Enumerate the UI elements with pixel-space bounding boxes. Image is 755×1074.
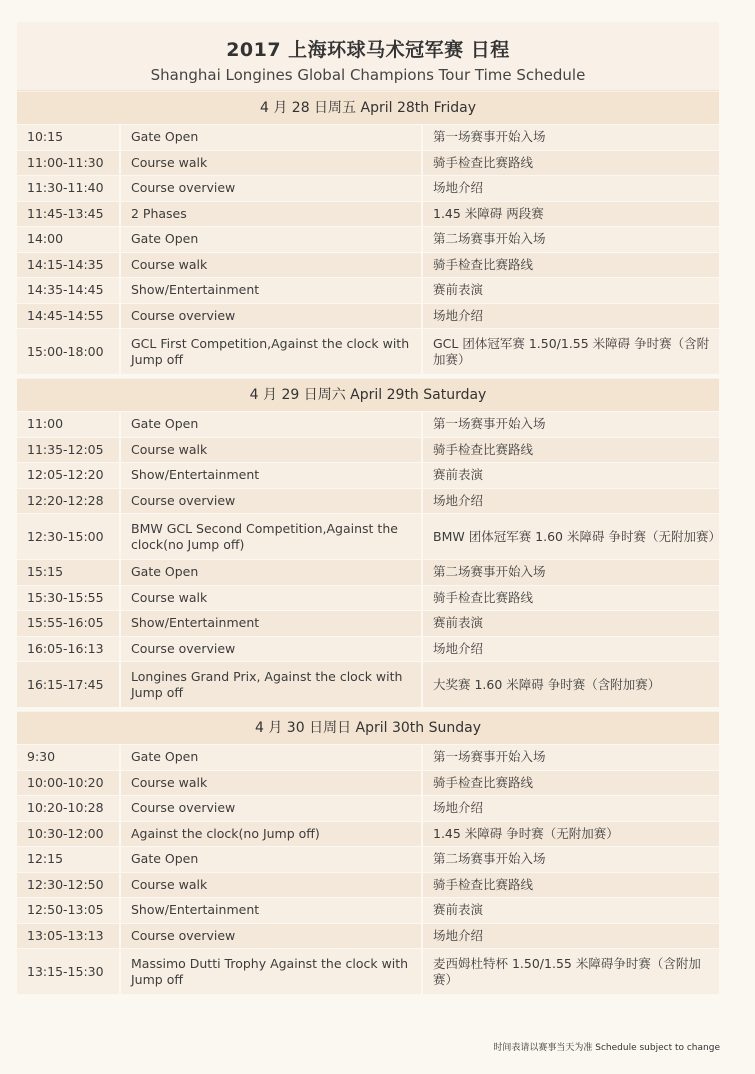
table-row <box>17 437 719 463</box>
time-cell: 11:00-11:30 <box>17 150 120 176</box>
table-row <box>17 329 719 375</box>
time-cell: 16:15-17:45 <box>17 662 120 708</box>
schedule-days <box>17 91 719 994</box>
time-cell: 15:00-18:00 <box>17 329 120 375</box>
time-cell: 14:15-14:35 <box>17 252 120 278</box>
event-cn-cell: 场地介绍 <box>422 636 719 662</box>
event-cn-cell: 大奖赛 1.60 米障碍 争时赛（含附加赛） <box>422 662 719 708</box>
page-title: 2017 上海环球马术冠军赛 日程 <box>226 39 510 61</box>
table-row <box>17 923 719 949</box>
event-cn-cell: 第一场赛事开始入场 <box>422 745 719 771</box>
table-row <box>17 252 719 278</box>
time-cell: 11:35-12:05 <box>17 437 120 463</box>
time-cell: 13:15-15:30 <box>17 949 120 995</box>
page-subtitle: Shanghai Longines Global Champions Tour Time Schedule <box>150 66 586 84</box>
time-cell: 10:30-12:00 <box>17 821 120 847</box>
schedule-table <box>17 124 719 374</box>
event-cn-cell: 骑手检查比赛路线 <box>422 150 719 176</box>
event-cell: Course overview <box>120 796 422 822</box>
table-row <box>17 463 719 489</box>
event-cn-cell: 骑手检查比赛路线 <box>422 437 719 463</box>
event-cn-cell: 骑手检查比赛路线 <box>422 872 719 898</box>
time-cell: 12:30-12:50 <box>17 872 120 898</box>
event-cell: 2 Phases <box>120 201 422 227</box>
time-cell: 13:05-13:13 <box>17 923 120 949</box>
event-cell: Course overview <box>120 488 422 514</box>
day-heading: 4 月 28 日周五 April 28th Friday <box>17 91 719 124</box>
table-row <box>17 796 719 822</box>
time-cell: 16:05-16:13 <box>17 636 120 662</box>
time-cell: 10:20-10:28 <box>17 796 120 822</box>
time-cell: 14:45-14:55 <box>17 303 120 329</box>
table-row <box>17 847 719 873</box>
event-cn-cell: 赛前表演 <box>422 611 719 637</box>
table-row <box>17 898 719 924</box>
event-cn-cell: 场地介绍 <box>422 488 719 514</box>
table-row <box>17 201 719 227</box>
schedule-sheet <box>17 22 719 994</box>
table-row <box>17 662 719 708</box>
table-row <box>17 150 719 176</box>
event-cell: Gate Open <box>120 745 422 771</box>
event-cell: Gate Open <box>120 847 422 873</box>
table-row <box>17 560 719 586</box>
event-cell: Course overview <box>120 636 422 662</box>
event-cell: Gate Open <box>120 227 422 253</box>
table-row <box>17 770 719 796</box>
table-row <box>17 872 719 898</box>
event-cell: Course walk <box>120 437 422 463</box>
table-row <box>17 488 719 514</box>
event-cn-cell: 赛前表演 <box>422 278 719 304</box>
event-cn-cell: BMW 团体冠军赛 1.60 米障碍 争时赛（无附加赛） <box>422 514 719 560</box>
table-row <box>17 303 719 329</box>
time-cell: 11:30-11:40 <box>17 176 120 202</box>
table-row <box>17 278 719 304</box>
event-cn-cell: 第二场赛事开始入场 <box>422 847 719 873</box>
time-cell: 12:30-15:00 <box>17 514 120 560</box>
event-cell: Course walk <box>120 770 422 796</box>
time-cell: 14:00 <box>17 227 120 253</box>
event-cn-cell: GCL 团体冠军赛 1.50/1.55 米障碍 争时赛（含附加赛） <box>422 329 719 375</box>
time-cell: 12:05-12:20 <box>17 463 120 489</box>
event-cn-cell: 骑手检查比赛路线 <box>422 585 719 611</box>
event-cn-cell: 骑手检查比赛路线 <box>422 770 719 796</box>
time-cell: 9:30 <box>17 745 120 771</box>
time-cell: 12:15 <box>17 847 120 873</box>
event-cell: Course overview <box>120 303 422 329</box>
event-cn-cell: 场地介绍 <box>422 796 719 822</box>
event-cell: Course overview <box>120 176 422 202</box>
event-cell: Show/Entertainment <box>120 611 422 637</box>
table-row <box>17 949 719 995</box>
event-cell: Show/Entertainment <box>120 898 422 924</box>
event-cell: Show/Entertainment <box>120 278 422 304</box>
event-cn-cell: 骑手检查比赛路线 <box>422 252 719 278</box>
day-heading: 4 月 30 日周日 April 30th Sunday <box>17 711 719 744</box>
event-cell: Gate Open <box>120 560 422 586</box>
event-cell: Longines Grand Prix, Against the clock with Jump off <box>120 662 422 708</box>
time-cell: 15:30-15:55 <box>17 585 120 611</box>
event-cn-cell: 场地介绍 <box>422 923 719 949</box>
table-row <box>17 611 719 637</box>
event-cn-cell: 第一场赛事开始入场 <box>422 125 719 151</box>
time-cell: 14:35-14:45 <box>17 278 120 304</box>
footnote: 时间表请以赛事当天为准 Schedule subject to change <box>493 1043 720 1053</box>
event-cell: Course overview <box>120 923 422 949</box>
time-cell: 10:15 <box>17 125 120 151</box>
time-cell: 11:45-13:45 <box>17 201 120 227</box>
event-cn-cell: 第二场赛事开始入场 <box>422 560 719 586</box>
event-cn-cell: 第一场赛事开始入场 <box>422 412 719 438</box>
time-cell: 15:55-16:05 <box>17 611 120 637</box>
time-cell: 12:50-13:05 <box>17 898 120 924</box>
event-cell: Against the clock(no Jump off) <box>120 821 422 847</box>
event-cn-cell: 麦西姆杜特杯 1.50/1.55 米障碍争时赛（含附加赛） <box>422 949 719 995</box>
table-row <box>17 636 719 662</box>
table-row <box>17 585 719 611</box>
event-cell: Gate Open <box>120 412 422 438</box>
day-heading: 4 月 29 日周六 April 29th Saturday <box>17 378 719 411</box>
time-cell: 11:00 <box>17 412 120 438</box>
event-cell: Course walk <box>120 872 422 898</box>
event-cell: Course walk <box>120 150 422 176</box>
schedule-table <box>17 411 719 707</box>
event-cell: Course walk <box>120 252 422 278</box>
event-cell: Massimo Dutti Trophy Against the clock with Jump off <box>120 949 422 995</box>
time-cell: 15:15 <box>17 560 120 586</box>
event-cn-cell: 场地介绍 <box>422 303 719 329</box>
schedule-header <box>17 22 719 91</box>
schedule-table <box>17 744 719 994</box>
event-cn-cell: 赛前表演 <box>422 898 719 924</box>
event-cell: Show/Entertainment <box>120 463 422 489</box>
table-row <box>17 227 719 253</box>
event-cell: Course walk <box>120 585 422 611</box>
event-cn-cell: 第二场赛事开始入场 <box>422 227 719 253</box>
event-cell: GCL First Competition,Against the clock with Jump off <box>120 329 422 375</box>
time-cell: 12:20-12:28 <box>17 488 120 514</box>
time-cell: 10:00-10:20 <box>17 770 120 796</box>
table-row <box>17 412 719 438</box>
table-row <box>17 176 719 202</box>
event-cell: BMW GCL Second Competition,Against the clock(no Jump off) <box>120 514 422 560</box>
table-row <box>17 514 719 560</box>
table-row <box>17 821 719 847</box>
event-cn-cell: 1.45 米障碍 两段赛 <box>422 201 719 227</box>
event-cn-cell: 1.45 米障碍 争时赛（无附加赛） <box>422 821 719 847</box>
event-cn-cell: 赛前表演 <box>422 463 719 489</box>
event-cell: Gate Open <box>120 125 422 151</box>
table-row <box>17 745 719 771</box>
table-row <box>17 125 719 151</box>
event-cn-cell: 场地介绍 <box>422 176 719 202</box>
